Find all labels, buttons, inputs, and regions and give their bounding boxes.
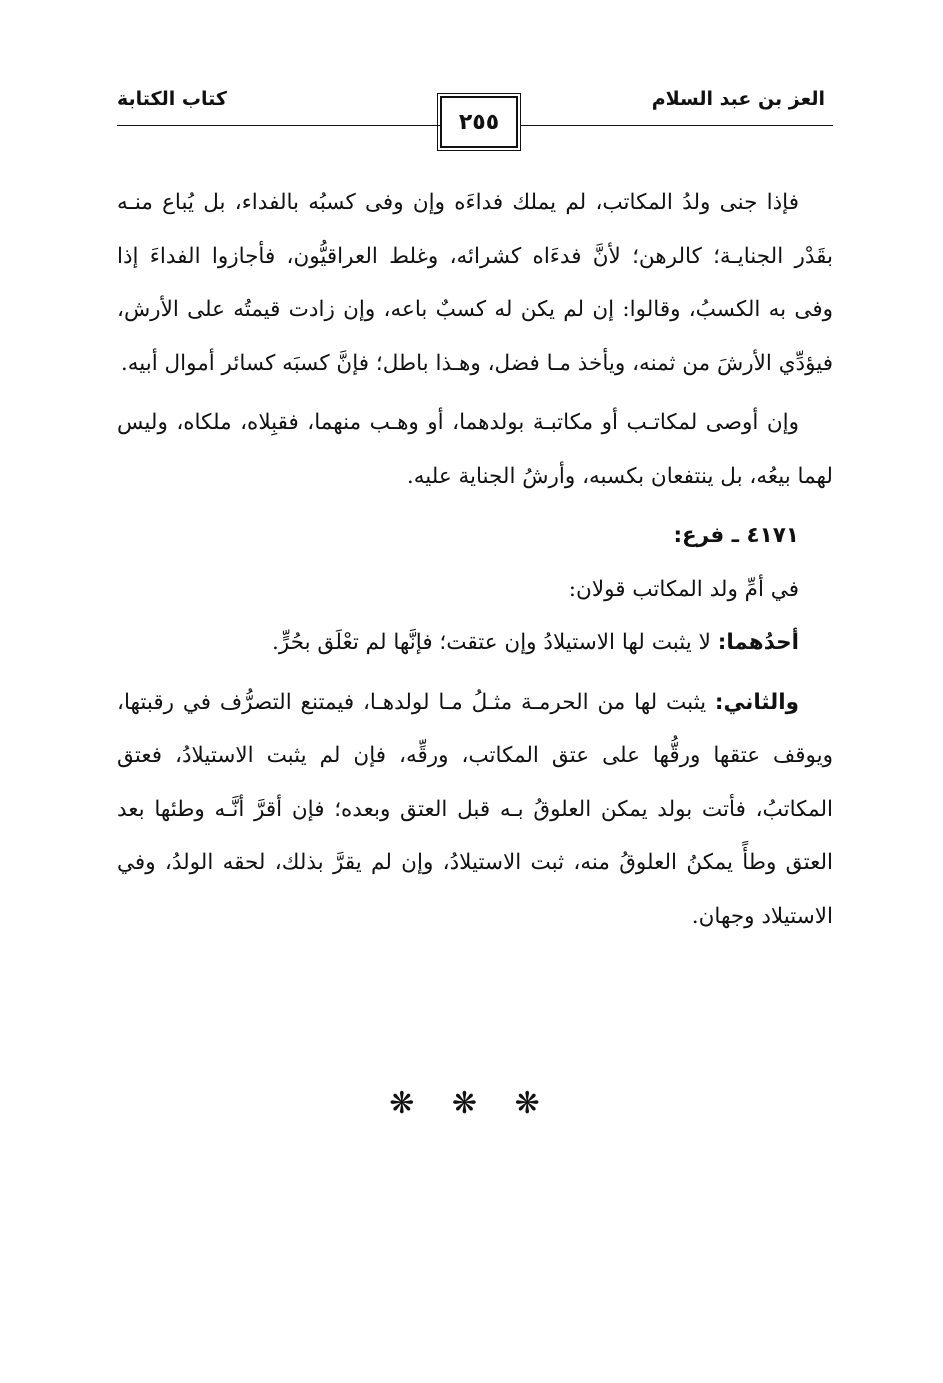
header-rule-right bbox=[520, 125, 833, 126]
first-opinion-label: أحدُهما: bbox=[717, 630, 799, 655]
end-ornament: ❋ ❋ ❋ bbox=[389, 1086, 554, 1121]
paragraph: وإن أوصى لمكاتـب أو مكاتبـة بولدهما، أو وهـب منهما، فقبِلاه، ملكاه، وليس لهما بيعُه، بل ينتفعان بكسبه، وأرشُ الجناية عليه. bbox=[117, 410, 833, 489]
section-heading: ٤١٧١ ـ فرع: bbox=[673, 523, 799, 548]
page-number: ٢٥٥ bbox=[440, 96, 518, 148]
main-text bbox=[117, 176, 833, 943]
header-author: العز بن عبد السلام bbox=[651, 88, 825, 110]
first-opinion-text: لا يثبت لها الاستيلادُ وإن عتقت؛ فإنَّها لم تعْلَق بحُرٍّ. bbox=[272, 630, 711, 655]
first-opinion bbox=[117, 616, 833, 670]
second-opinion bbox=[117, 676, 833, 944]
intro-line: في أمِّ ولد المكاتب قولان: bbox=[568, 576, 799, 602]
header-rule-left bbox=[117, 125, 443, 126]
second-opinion-text: يثبت لها من الحرمـة مثـلُ مـا لولدهـا، فيمتنع التصرُّف في رقبتها، ويوقف عتقها ورقُّها على عتق المكاتب، ورقِّه، فإن لم يثبت الاستيلادُ، فعتق المكاتبُ، فأتت بولد يمكن العلوقُ بـه قبل العتق وبعده؛ فإن أقرَّ أنَّـه وطئها بعد العتق وطأً يمكنُ العلوقُ منه، ثبت الاستيلادُ، وإن لم يقرَّ بذلك، لحقه الولدُ، وفي الاستيلاد وجهان. bbox=[117, 689, 833, 929]
second-opinion-label: والثاني: bbox=[714, 689, 799, 715]
paragraph: فإذا جنى ولدُ المكاتب، لم يملك فداءَه وإن وفى كسبُه بالفداء، بل يُباع منـه بقَدْر الجنايـة؛ كالرهن؛ لأنَّ فدءَاه كشرائه، وغلط العراقيُّون، فأجازوا الفداءَ إذا وفى به الكسبُ، وقالوا: إن لم يكن له كسبٌ باعه، وإن زادت قيمتُه على الأرش، فيؤدِّي الأرشَ من ثمنه، ويأخذ مـا فضل، وهـذا باطل؛ فإنَّ كسبَه كسائر أموال أبيه. bbox=[117, 190, 833, 376]
header-chapter-title: كتاب الكتابة bbox=[117, 88, 227, 110]
